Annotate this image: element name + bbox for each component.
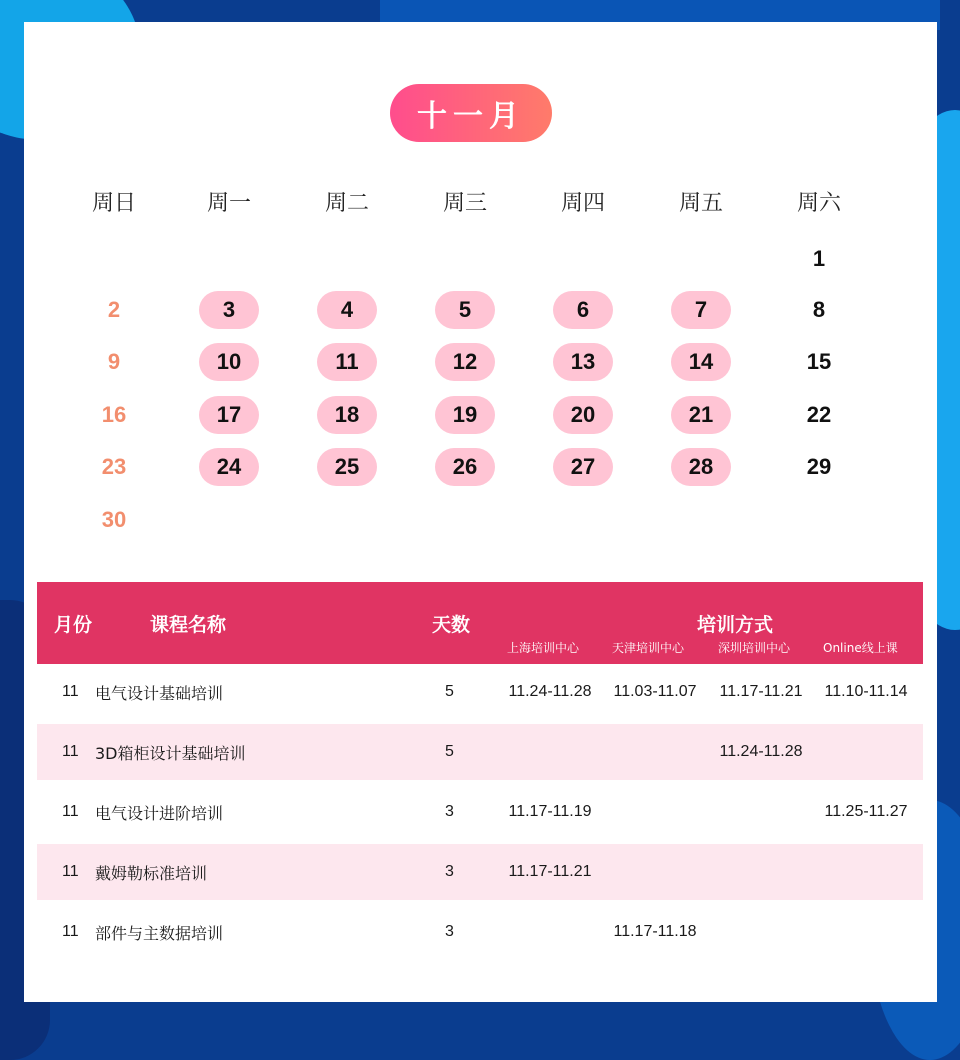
cell-date: 11.25-11.27 bbox=[824, 803, 908, 820]
calendar-day: 21 bbox=[671, 396, 731, 434]
calendar-day: 5 bbox=[435, 291, 495, 329]
table-row bbox=[37, 844, 923, 900]
calendar-day: 8 bbox=[812, 297, 826, 322]
course-table bbox=[37, 582, 923, 960]
cell-date bbox=[708, 844, 814, 900]
calendar-day: 14 bbox=[671, 343, 731, 381]
weekday-label: 周一 bbox=[206, 191, 251, 216]
calendar-day: 12 bbox=[435, 343, 495, 381]
cell-days: 5 bbox=[445, 743, 454, 760]
cell-date bbox=[813, 844, 919, 900]
month-title: 十一月 bbox=[390, 84, 552, 142]
cell-month: 11 bbox=[62, 743, 79, 760]
calendar-day: 16 bbox=[101, 402, 127, 427]
cell-days: 3 bbox=[445, 803, 454, 820]
cell-date: 11.17-11.18 bbox=[613, 923, 697, 940]
cell-date bbox=[497, 724, 603, 780]
weekday-label: 周五 bbox=[678, 191, 723, 216]
cell-days: 5 bbox=[445, 683, 454, 700]
calendar-day: 29 bbox=[806, 454, 832, 479]
header-location: 深圳培训中心 bbox=[718, 641, 791, 655]
cell-month: 11 bbox=[62, 863, 79, 880]
calendar-day: 17 bbox=[199, 396, 259, 434]
cell-date: 11.17-11.21 bbox=[719, 683, 803, 700]
weekday-header bbox=[54, 186, 914, 216]
calendar-day: 19 bbox=[435, 396, 495, 434]
cell-month: 11 bbox=[62, 923, 79, 940]
cell-course: 电气设计基础培训 bbox=[95, 683, 224, 703]
table-row bbox=[37, 664, 923, 720]
weekday-label: 周四 bbox=[560, 191, 605, 216]
cell-days: 3 bbox=[445, 923, 454, 940]
cell-month: 11 bbox=[62, 683, 79, 700]
header-course: 课程名称 bbox=[150, 614, 227, 636]
weekday-label: 周二 bbox=[324, 191, 369, 216]
cell-date bbox=[708, 904, 814, 960]
calendar-day: 23 bbox=[101, 454, 127, 479]
table-header bbox=[37, 582, 923, 664]
calendar-day: 30 bbox=[101, 507, 127, 532]
calendar-day: 11 bbox=[317, 343, 377, 381]
cell-date: 11.10-11.14 bbox=[824, 683, 908, 700]
calendar-day: 2 bbox=[107, 297, 121, 322]
calendar-day: 6 bbox=[553, 291, 613, 329]
table-row bbox=[37, 904, 923, 960]
calendar-day: 25 bbox=[317, 448, 377, 486]
cell-date: 11.17-11.19 bbox=[508, 803, 592, 820]
table-row bbox=[37, 724, 923, 780]
cell-date bbox=[602, 724, 708, 780]
header-days: 天数 bbox=[432, 614, 471, 636]
cell-days: 3 bbox=[445, 863, 454, 880]
cell-course: 电气设计进阶培训 bbox=[95, 803, 224, 823]
calendar-day: 22 bbox=[806, 402, 832, 427]
calendar-day: 18 bbox=[317, 396, 377, 434]
weekday-label: 周六 bbox=[796, 191, 841, 216]
calendar-day: 28 bbox=[671, 448, 731, 486]
cell-course: 部件与主数据培训 bbox=[95, 923, 224, 943]
header-mode: 培训方式 bbox=[697, 614, 774, 636]
cell-course: 戴姆勒标准培训 bbox=[95, 863, 208, 883]
weekday-label: 周日 bbox=[91, 191, 136, 216]
schedule-card bbox=[24, 22, 937, 1002]
cell-date: 11.24-11.28 bbox=[508, 683, 592, 700]
weekday-label: 周三 bbox=[442, 191, 487, 216]
cell-date: 11.17-11.21 bbox=[508, 863, 592, 880]
cell-course: 3D箱柜设计基础培训 bbox=[95, 743, 246, 763]
calendar-day: 7 bbox=[671, 291, 731, 329]
cell-date bbox=[813, 724, 919, 780]
table-row bbox=[37, 784, 923, 840]
cell-date bbox=[708, 784, 814, 840]
cell-date bbox=[602, 784, 708, 840]
table-body bbox=[37, 664, 923, 960]
calendar-day: 20 bbox=[553, 396, 613, 434]
cell-date bbox=[497, 904, 603, 960]
header-location: 天津培训中心 bbox=[612, 641, 685, 655]
calendar-day: 27 bbox=[553, 448, 613, 486]
calendar-day: 1 bbox=[812, 246, 826, 271]
cell-date bbox=[602, 844, 708, 900]
cell-date bbox=[813, 904, 919, 960]
calendar-day: 15 bbox=[806, 349, 832, 374]
calendar-day: 9 bbox=[107, 349, 121, 374]
calendar-day: 26 bbox=[435, 448, 495, 486]
header-month: 月份 bbox=[54, 614, 93, 636]
calendar-day: 4 bbox=[317, 291, 377, 329]
calendar-day: 24 bbox=[199, 448, 259, 486]
header-location: 上海培训中心 bbox=[507, 641, 580, 655]
calendar-day: 13 bbox=[553, 343, 613, 381]
cell-date: 11.24-11.28 bbox=[719, 743, 803, 760]
calendar-day: 10 bbox=[199, 343, 259, 381]
calendar-day: 3 bbox=[199, 291, 259, 329]
header-location: Online线上课 bbox=[823, 641, 898, 655]
cell-month: 11 bbox=[62, 803, 79, 820]
cell-date: 11.03-11.07 bbox=[613, 683, 697, 700]
